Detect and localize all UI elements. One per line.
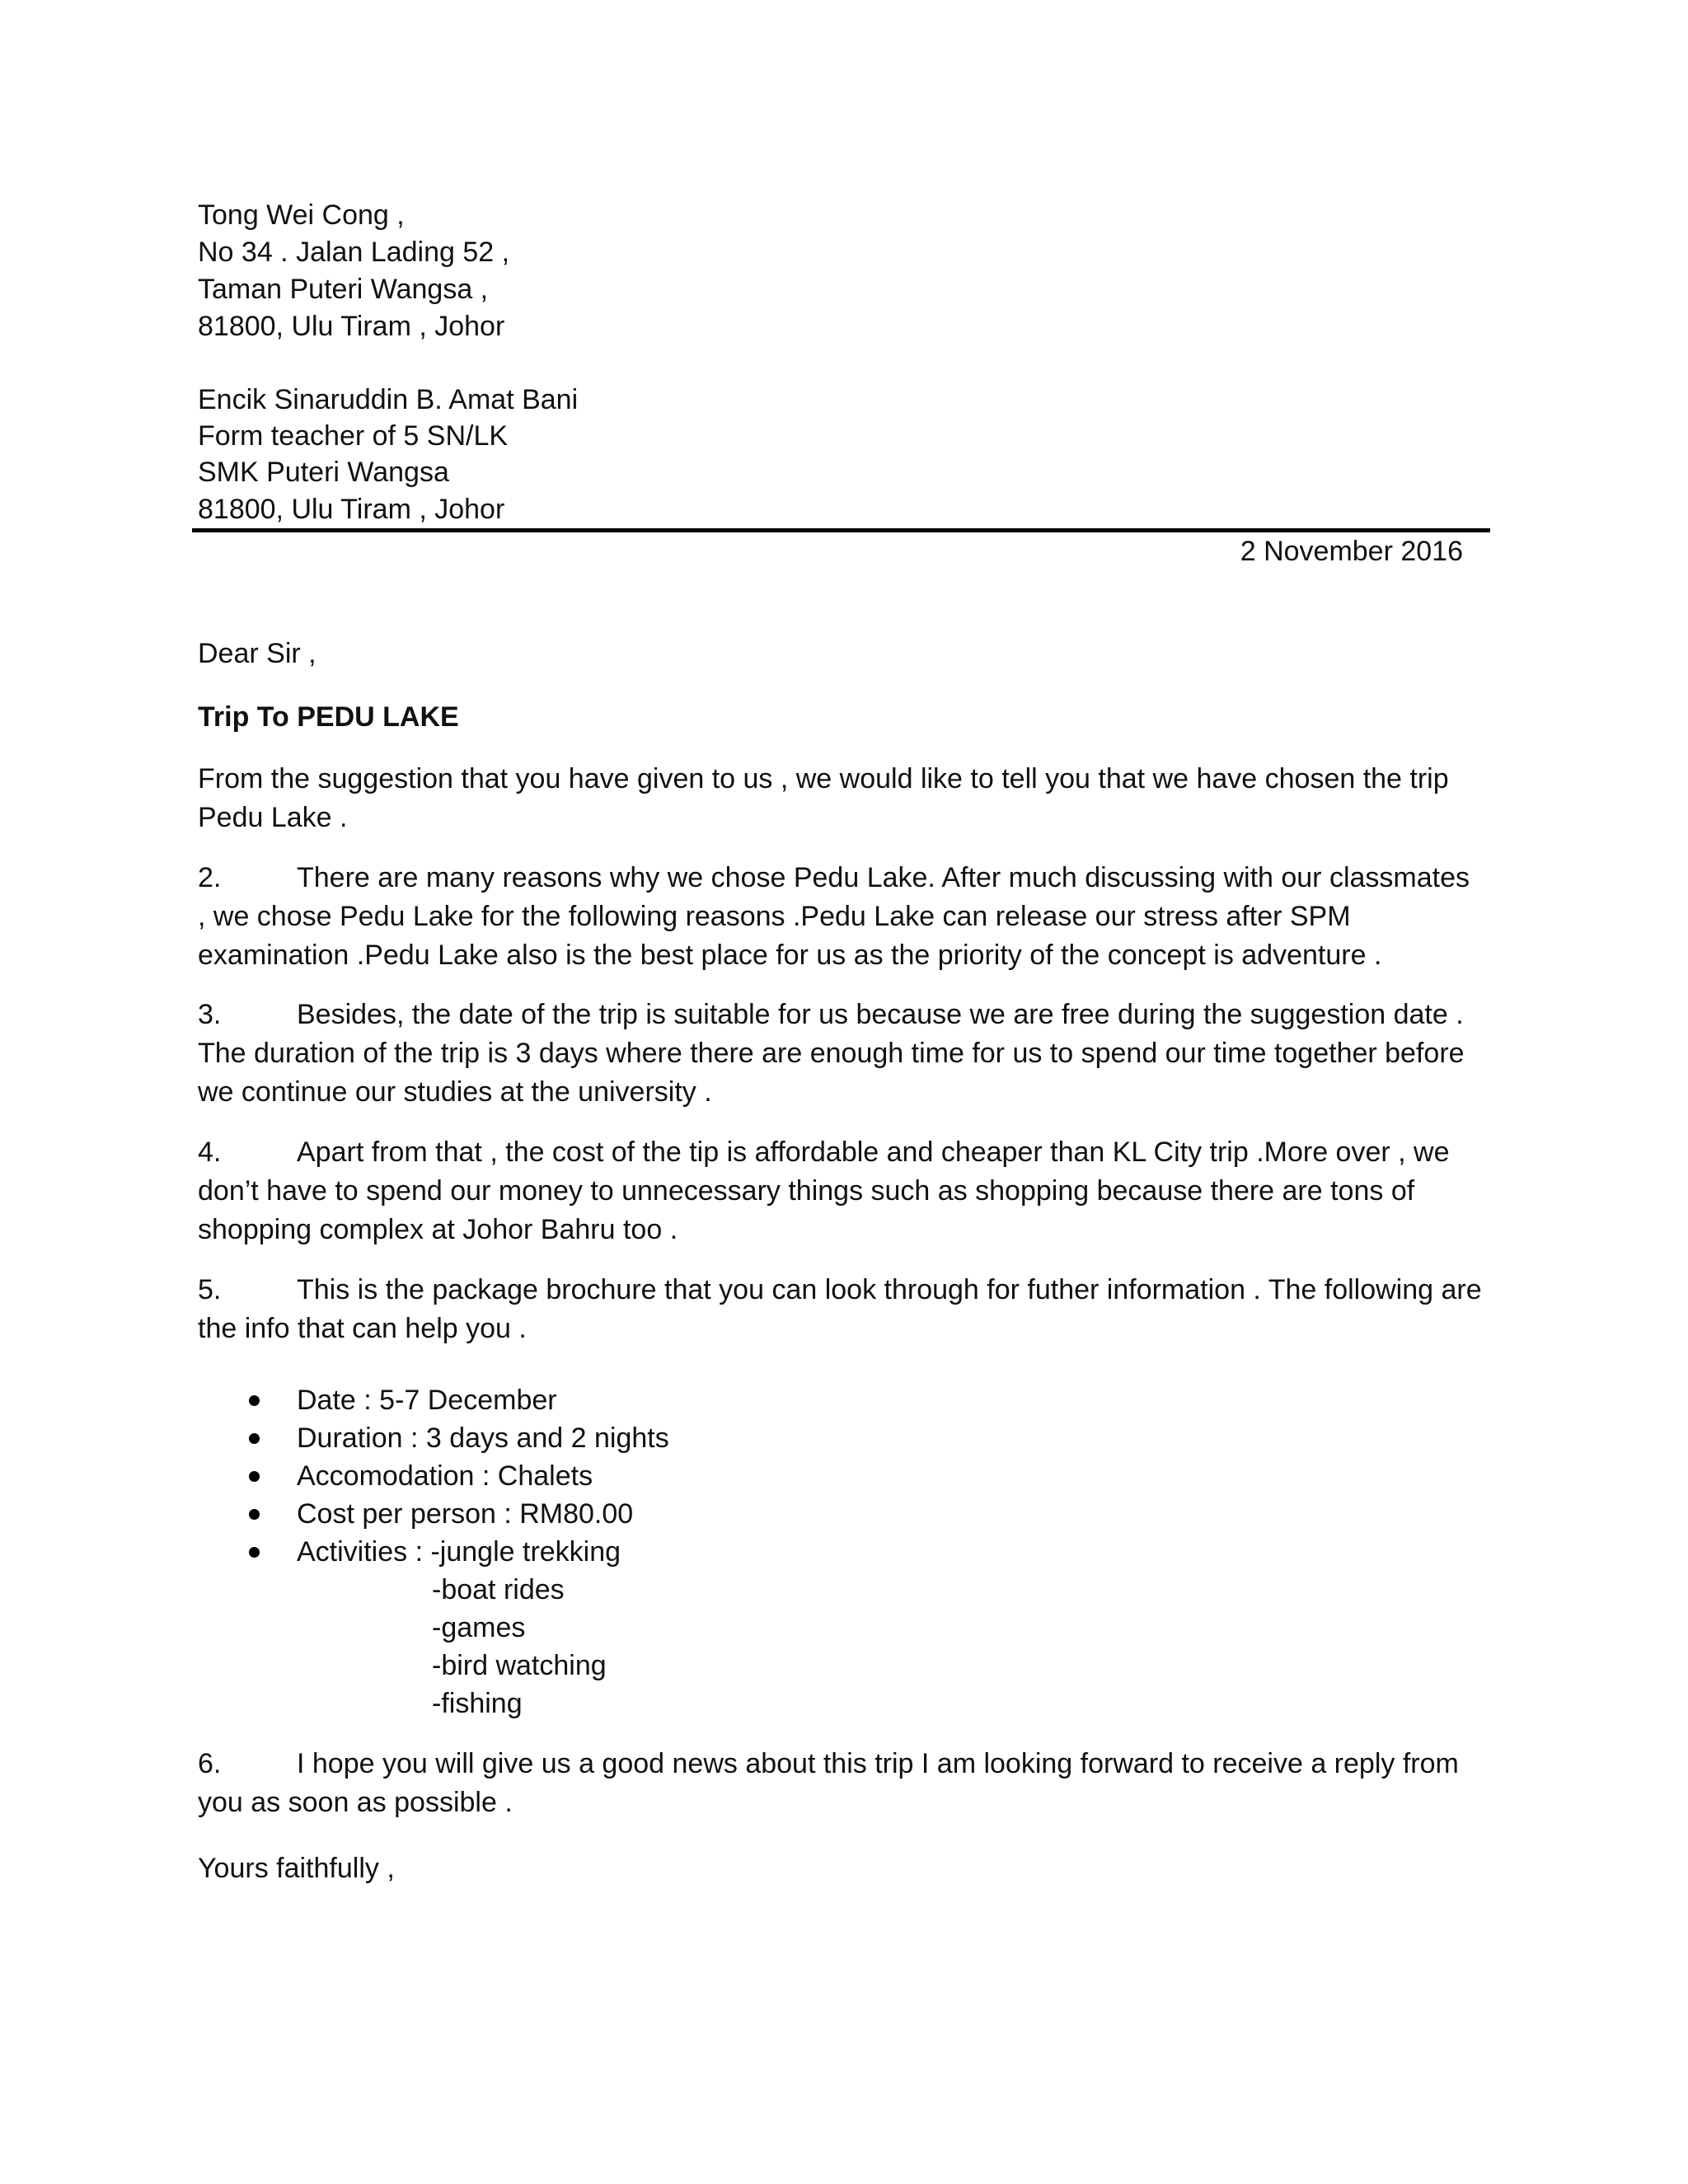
paragraph-text: I hope you will give us a good news about this trip I am looking forward to receive a reply from you as soon as possible . <box>198 1748 1459 1818</box>
activity-item: -bird watching <box>432 1650 607 1681</box>
paragraph-1: From the suggestion that you have given to us , we would like to tell you that we have chosen the trip Pedu Lake . <box>198 763 1449 833</box>
paragraph-number: 4. <box>198 1137 222 1168</box>
info-text: Cost per person : RM80.00 <box>297 1498 634 1530</box>
recipient-name: Encik Sinaruddin B. Amat Bani <box>198 384 579 415</box>
bullet-icon <box>249 1547 260 1558</box>
paragraph-3 <box>198 996 1484 1112</box>
paragraph-5 <box>198 1271 1484 1348</box>
letter-date: 2 November 2016 <box>1240 536 1463 567</box>
info-text: Date : 5-7 December <box>297 1385 557 1416</box>
paragraph-text: Apart from that , the cost of the tip is affordable and cheaper than KL City trip .More over , we don’t have to spend our money to unnecessary things such as shopping because there are tons of shopping complex at Johor Bahru too . <box>198 1137 1450 1245</box>
paragraph-number: 6. <box>198 1748 222 1779</box>
letter-subject: Trip To PEDU LAKE <box>198 701 459 733</box>
paragraph-text: This is the package brochure that you can look through for futher information . The following are the info that can help you . <box>198 1274 1482 1344</box>
sender-address-line-1: No 34 . Jalan Lading 52 , <box>198 237 510 268</box>
info-text: Activities : -jungle trekking <box>297 1536 621 1568</box>
sender-address-line-2: Taman Puteri Wangsa , <box>198 274 489 305</box>
recipient-title: Form teacher of 5 SN/LK <box>198 420 509 452</box>
paragraph-2 <box>198 859 1484 975</box>
bullet-icon <box>249 1471 260 1482</box>
bullet-icon <box>249 1433 260 1444</box>
closing: Yours faithfully , <box>198 1853 395 1884</box>
activity-item: -games <box>432 1612 526 1643</box>
info-text: Duration : 3 days and 2 nights <box>297 1422 669 1454</box>
salutation: Dear Sir , <box>198 638 316 669</box>
bullet-icon <box>249 1395 260 1406</box>
recipient-address: 81800, Ulu Tiram , Johor <box>198 494 505 525</box>
activity-item: -boat rides <box>432 1574 565 1605</box>
paragraph-text: There are many reasons why we chose Pedu Lake. After much discussing with our classmates , we chose Pedu Lake for the following reasons .Pedu Lake can release our stress after SPM examination .Pedu Lake also is the best place for us as the priority of the concept is adventure . <box>198 862 1470 971</box>
info-text: Accomodation : Chalets <box>297 1460 593 1492</box>
sender-address-line-3: 81800, Ulu Tiram , Johor <box>198 311 505 342</box>
activity-item: -fishing <box>432 1688 523 1719</box>
paragraph-6 <box>198 1745 1484 1822</box>
paragraph-number: 2. <box>198 862 222 893</box>
recipient-school: SMK Puteri Wangsa <box>198 457 449 488</box>
bullet-icon <box>249 1509 260 1520</box>
paragraph-number: 5. <box>198 1274 222 1305</box>
sender-name: Tong Wei Cong , <box>198 199 405 231</box>
paragraph-text: Besides, the date of the trip is suitable for us because we are free during the suggestion date . The duration of the trip is 3 days where there are enough time for us to spend our time together before we continue our studies at the university . <box>198 999 1465 1108</box>
paragraph-number: 3. <box>198 999 222 1030</box>
paragraph-4 <box>198 1133 1484 1249</box>
